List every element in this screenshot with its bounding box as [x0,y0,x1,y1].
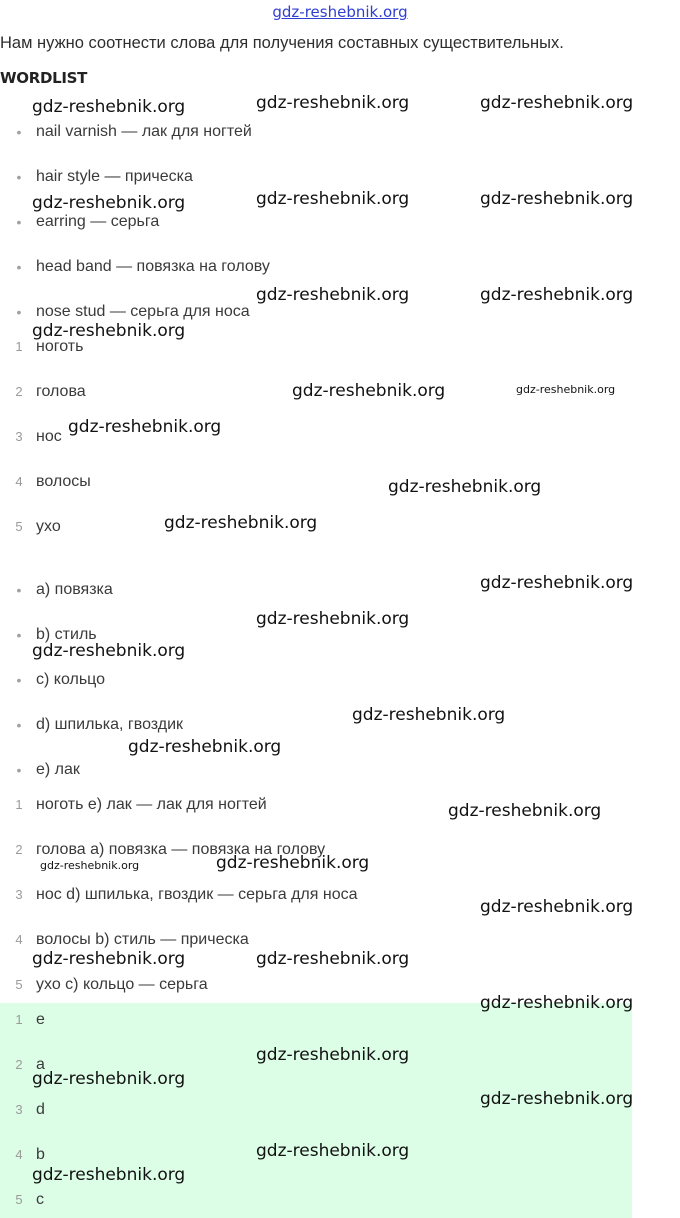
watermark: gdz-reshebnik.org [388,477,542,497]
watermark: gdz-reshebnik.org [68,417,222,437]
watermark: gdz-reshebnik.org [352,705,506,725]
bullet-icon: • [16,762,22,778]
bullet-icon: • [16,627,22,643]
watermark: gdz-reshebnik.org [256,949,410,969]
watermark: gdz-reshebnik.org [256,189,410,209]
watermark: gdz-reshebnik.org [164,513,318,533]
top-watermark-link[interactable]: gdz-reshebnik.org [272,3,408,21]
watermark: gdz-reshebnik.org [480,189,634,209]
watermark: gdz-reshebnik.org [516,383,616,396]
watermark: gdz-reshebnik.org [256,93,410,113]
bullet-icon: • [16,672,22,688]
watermark: gdz-reshebnik.org [480,897,634,917]
watermark: gdz-reshebnik.org [32,1069,186,1089]
watermark: gdz-reshebnik.org [32,1165,186,1185]
bullet-icon: • [16,259,22,275]
watermark: gdz-reshebnik.org [32,193,186,213]
watermark: gdz-reshebnik.org [448,801,602,821]
bullet-icon: • [16,124,22,140]
watermark: gdz-reshebnik.org [256,1141,410,1161]
watermark: gdz-reshebnik.org [480,93,634,113]
watermark: gdz-reshebnik.org [256,285,410,305]
watermark: gdz-reshebnik.org [128,737,282,757]
wordlist-heading: WORDLIST [0,69,88,87]
watermark: gdz-reshebnik.org [32,97,186,117]
watermark: gdz-reshebnik.org [480,285,634,305]
watermark: gdz-reshebnik.org [256,609,410,629]
bullet-icon: • [16,169,22,185]
bullet-icon: • [16,582,22,598]
watermark: gdz-reshebnik.org [216,853,370,873]
answers-block [0,1003,632,1218]
bullet-icon: • [16,717,22,733]
intro-text: Нам нужно соотнести слова для получения составных существительных. [0,34,564,52]
watermark: gdz-reshebnik.org [32,641,186,661]
watermark: gdz-reshebnik.org [32,321,186,341]
watermark: gdz-reshebnik.org [256,1045,410,1065]
watermark: gdz-reshebnik.org [480,573,634,593]
watermark: gdz-reshebnik.org [32,949,186,969]
watermark: gdz-reshebnik.org [40,859,140,872]
bullet-icon: • [16,214,22,230]
watermark: gdz-reshebnik.org [480,1089,634,1109]
bullet-icon: • [16,304,22,320]
watermark: gdz-reshebnik.org [292,381,446,401]
watermark: gdz-reshebnik.org [480,993,634,1013]
